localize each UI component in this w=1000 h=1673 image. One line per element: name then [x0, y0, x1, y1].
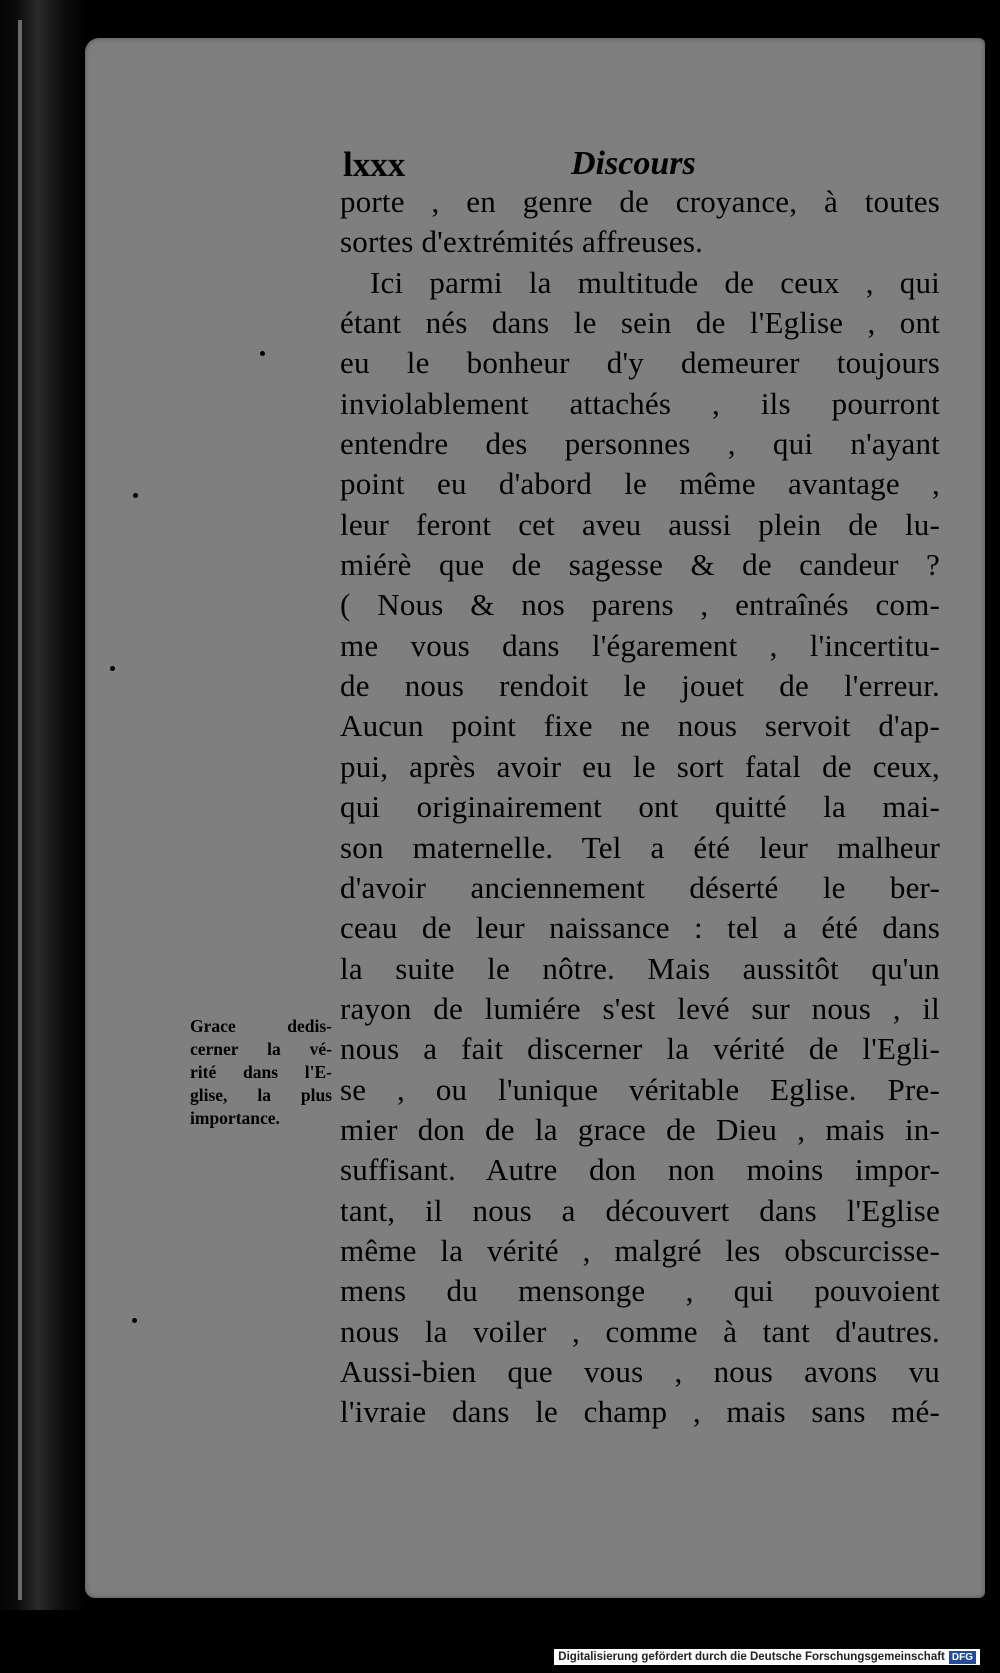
body-text	[340, 182, 940, 1433]
margin-note-line: cerner la vé-	[190, 1039, 332, 1059]
text-line: qui originairement ont quitté la mai-	[340, 789, 940, 825]
text-line: eu le bonheur d'y demeurer toujours	[340, 345, 940, 381]
text-line: pui, après avoir eu le sort fatal de ceux,	[340, 748, 940, 784]
text-line: nous a fait discerner la vérité de l'Egli-	[340, 1031, 940, 1067]
margin-note-line: Grace dedis-	[190, 1016, 332, 1036]
text-line: d'avoir anciennement déserté le ber-	[340, 869, 940, 905]
text-line: porte , en genre de croyance, à toutes	[340, 184, 940, 219]
book-spine-edge	[0, 0, 85, 1610]
text-line: mier don de la grace de Dieu , mais in-	[340, 1111, 940, 1147]
text-line: me vous dans l'égarement , l'incertitu-	[340, 627, 940, 663]
footer-bar	[0, 1625, 1000, 1673]
margin-note-line: importance.	[190, 1108, 280, 1128]
ink-speck	[132, 1318, 137, 1323]
ink-speck	[133, 493, 138, 498]
text-line: point eu d'abord le même avantage ,	[340, 466, 940, 502]
text-line: étant nés dans le sein de l'Eglise , ont	[340, 305, 940, 341]
text-line: la suite le nôtre. Mais aussitôt qu'un	[340, 950, 940, 986]
text-line: Aucun point fixe ne nous servoit d'ap-	[340, 708, 940, 744]
attribution-text: Digitalisierung gefördert durch die Deutsche Forschungsgemeinschaft	[558, 1651, 945, 1663]
margin-note-line: glise, la plus	[190, 1085, 332, 1105]
text-line: rayon de lumiére s'est levé sur nous , il	[340, 990, 940, 1026]
text-line: se , ou l'unique véritable Eglise. Pre-	[340, 1071, 940, 1107]
attribution-line	[554, 1649, 980, 1665]
text-line: tant, il nous a découvert dans l'Eglise	[340, 1192, 940, 1228]
text-line: Ici parmi la multitude de ceux , qui	[370, 264, 940, 300]
text-line: leur feront cet aveu aussi plein de lu-	[340, 506, 940, 542]
text-line: mens du mensonge , qui pouvoient	[340, 1273, 940, 1309]
spine-stripe	[18, 20, 22, 1600]
ink-speck	[110, 666, 115, 671]
text-line: l'ivraie dans le champ , mais sans mé-	[340, 1394, 940, 1430]
margin-note-line: rité dans l'E-	[190, 1062, 332, 1082]
text-line: inviolablement attachés , ils pourront	[340, 385, 940, 421]
running-title: Discours	[571, 145, 696, 182]
text-line: ( Nous & nos parens , entraînés com-	[340, 587, 940, 623]
text-line: entendre des personnes , qui n'ayant	[340, 426, 940, 462]
ink-speck	[260, 351, 265, 356]
text-line: nous la voiler , comme à tant d'autres.	[340, 1313, 940, 1349]
dfg-logo: DFG	[949, 1651, 976, 1664]
text-line: miérè que de sagesse & de candeur ?	[340, 547, 940, 583]
text-line: de nous rendoit le jouet de l'erreur.	[340, 668, 940, 704]
text-line: ceau de leur naissance : tel a été dans	[340, 910, 940, 946]
text-line: suffisant. Autre don non moins impor-	[340, 1152, 940, 1188]
margin-note	[190, 1015, 332, 1130]
page-number: lxxx	[343, 145, 406, 184]
text-line: son maternelle. Tel a été leur malheur	[340, 829, 940, 865]
page-header	[0, 145, 1000, 185]
text-line: Aussi-bien que vous , nous avons vu	[340, 1353, 940, 1389]
text-line: même la vérité , malgré les obscurcisse-	[340, 1232, 940, 1268]
text-line: sortes d'extrémités affreuses.	[340, 224, 704, 260]
